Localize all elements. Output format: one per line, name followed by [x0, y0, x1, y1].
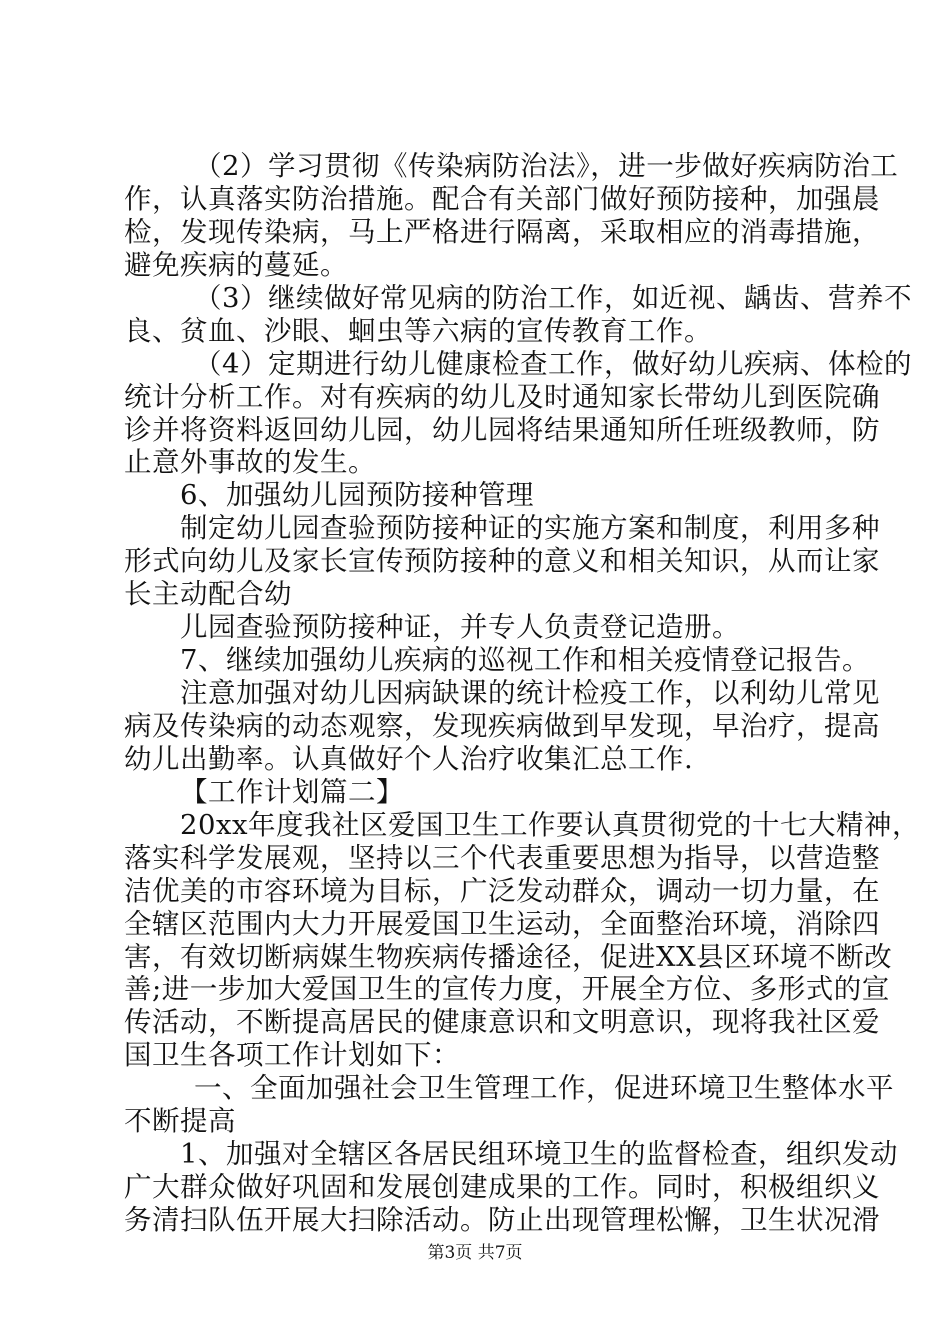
text-line: 不断提高 [124, 1105, 236, 1137]
page-number: 第3页 共7页 [427, 1243, 523, 1263]
section-title: 【工作计划篇二】 [180, 776, 404, 808]
text-line: 注意加强对幼儿因病缺课的统计检疫工作，以利幼儿常见 [180, 677, 880, 709]
section-heading: 6、加强幼儿园预防接种管理 [180, 479, 534, 511]
text-line: 洁优美的市容环境为目标，广泛发动群众，调动一切力量，在 [124, 875, 880, 907]
text-line: （4）定期进行幼儿健康检查工作，做好幼儿疾病、体检的 [194, 348, 912, 380]
text-line: 统计分析工作。对有疾病的幼儿及时通知家长带幼儿到医院确 [124, 381, 880, 413]
text-line: 避免疾病的蔓延。 [124, 249, 348, 281]
text-line: 善;进一步加大爱国卫生的宣传力度，开展全方位、多形式的宣 [124, 973, 890, 1005]
section-heading: 一、全面加强社会卫生管理工作，促进环境卫生整体水平 [194, 1072, 894, 1104]
text-line: 务清扫队伍开展大扫除活动。防止出现管理松懈，卫生状况滑 [124, 1204, 880, 1236]
text-line: 作，认真落实防治措施。配合有关部门做好预防接种，加强晨 [124, 183, 880, 215]
text-line: （3）继续做好常见病的防治工作，如近视、龋齿、营养不 [194, 282, 912, 314]
text-line: 检，发现传染病，马上严格进行隔离，采取相应的消毒措施， [124, 216, 880, 248]
text-line: 落实科学发展观，坚持以三个代表重要思想为指导，以营造整 [124, 842, 880, 874]
text-line: 制定幼儿园查验预防接种证的实施方案和制度，利用多种 [180, 512, 880, 544]
text-line: 儿园查验预防接种证，并专人负责登记造册。 [180, 611, 740, 643]
text-line: （2）学习贯彻《传染病防治法》，进一步做好疾病防治工 [194, 150, 899, 182]
text-line: 国卫生各项工作计划如下： [124, 1039, 460, 1071]
text-line: 害，有效切断病媒生物疾病传播途径，促进XX县区环境不断改 [124, 941, 893, 973]
text-line: 广大群众做好巩固和发展创建成果的工作。同时，积极组织义 [124, 1171, 880, 1203]
text-line: 20xx年度我社区爱国卫生工作要认真贯彻党的十七大精神， [180, 809, 921, 841]
text-line: 病及传染病的动态观察，发现疾病做到早发现，早治疗，提高 [124, 710, 880, 742]
text-line: 全辖区范围内大力开展爱国卫生运动，全面整治环境，消除四 [124, 908, 880, 940]
text-line: 幼儿出勤率。认真做好个人治疗收集汇总工作. [124, 743, 694, 775]
text-line: 形式向幼儿及家长宣传预防接种的意义和相关知识，从而让家 [124, 545, 880, 577]
text-line: 良、贫血、沙眼、蛔虫等六病的宣传教育工作。 [124, 315, 712, 347]
text-line: 长主动配合幼 [124, 578, 292, 610]
text-line: 诊并将资料返回幼儿园，幼儿园将结果通知所任班级教师，防 [124, 414, 880, 446]
section-heading: 7、继续加强幼儿疾病的巡视工作和相关疫情登记报告。 [180, 644, 870, 676]
text-line: 1、加强对全辖区各居民组环境卫生的监督检查，组织发动 [180, 1138, 898, 1170]
text-line: 止意外事故的发生。 [124, 446, 376, 478]
text-line: 传活动，不断提高居民的健康意识和文明意识，现将我社区爱 [124, 1006, 880, 1038]
